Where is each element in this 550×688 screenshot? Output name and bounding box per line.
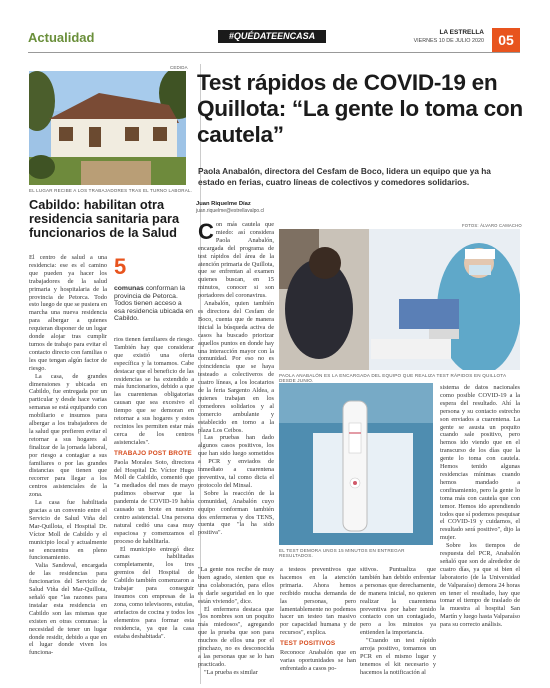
hashtag-banner: [218, 30, 326, 43]
test-strip-photo: [279, 383, 433, 545]
section-label: Actualidad: [28, 30, 95, 45]
main-article-col2: [198, 566, 274, 686]
house-photo: [29, 71, 186, 185]
drop-cap: C: [198, 221, 214, 244]
main-col1-p1: [198, 221, 274, 300]
side-article-col2: [114, 336, 194, 686]
main-col2-p3: "La prueba es similar: [204, 668, 258, 676]
photo2-caption: EL TEST DEMORA UNOS 15 MINUTOS EN ENTREGAR RESULTADOS.: [279, 548, 405, 558]
main-article-lead: Paola Anabalón, directora del Cesfam de Boco, lidera un equipo que ya ha estado en ferias, cuatro líneas de colectivos y comedores solidarios.: [198, 166, 491, 187]
main-article-col1: [198, 221, 274, 561]
callout-text: [114, 285, 194, 323]
main-col2-p2: El enfermera destaca que "los nombres son un poquito más miedosos", agregando que la prueba que son para muchos de ellos una por el pinchazo, no es desconocida a las personas que se lo han practicado.: [198, 605, 274, 668]
side-article-col1: [29, 254, 107, 686]
main-col3-subhead: TEST POSITIVOS: [280, 640, 336, 648]
main-col5-p2: Sobre los tiempos de respuesta del PCR, Anabalón señaló que son de alrededor de cuatro días, ya que si bien el laboratorio (de la Universidad de Valparaíso) demora 24 horas en tener el resultado, hay que tomar el tiempo de traslado de la muestra al hospital San Martín y luego hasta Valparaíso para su correcto análisis.: [440, 542, 520, 629]
main-article-col4: [360, 566, 436, 686]
left-photo-caption: EL LUGAR RECIBE A LOS TRABAJADORES TRAS EL TURNO LABORAL.: [29, 188, 193, 193]
main-article-col3: [280, 566, 356, 686]
left-photo-credit: CEDIDA: [170, 65, 188, 70]
main-col2-p1: "La gente nos recibe de muy buen agrado, sienten que es una colaboración, para ellos es darle seguridad en lo que están viviendo", dice.: [198, 566, 274, 605]
paper-name: LA ESTRELLA: [439, 29, 484, 36]
side-col1-p3: La casa fue habilitada gracias a un convenio entre el Servicio de Salud Viña del Mar-Quillota, el Hospital Dr. Víctor Moll de Cabildo y el municipio local y actualmente se encuentra en pleno funcionamiento.: [29, 499, 107, 562]
callout-number: 5: [114, 254, 127, 279]
main-article-title: Test rápidos de COVID-19 en Quillota: “La gente lo toma con cautela”: [197, 70, 523, 147]
testing-photo: [279, 229, 520, 370]
main-col1-p3: Las pruebas han dado algunos casos positivos, los que han sido luego sometidos a PCR y enviados de inmediato a cuarentena preventiva, tal como dicta el protocolo del Minsal.: [198, 434, 274, 489]
side-col1-p1: El centro de salud a una residencia: ese es el camino que pueden ya hacer los trabajadores de la salud primaria y hospitalaria de la provincia de Petorca. Todo esto luego de que se pusiera en marcha una nueva residencia para albergar a quienes requieran disponer de un lugar donde alojar tras cumplir turnos de trabajo para evitar el contacto directo con familias o les que tengan algún factor de riesgo.: [29, 254, 107, 372]
house-image: [29, 71, 186, 185]
test-strip-image: [279, 383, 433, 545]
callout-body: conforman la provincia de Petorca. Todos tienen acceso a esa residencia ubicada en Cabildo.: [114, 285, 193, 323]
hashtag-text: #QUÉDATEENCASA: [228, 31, 316, 41]
side-col2-p1: rios tienen familiares de riesgo. También hay que considerar que existió una oferta específica y la tomamos. Cabe destacar que el beneficio de las residencias se ha extendido a más funcionarios, debido a que las cuarentenas obligatorias causan que sea excesivo el tiempo que se demoran en retornar a sus hogares y estos recintos les permiten estar más cerca de los centros asistenciales".: [114, 336, 194, 446]
main-col1-p4: Sobre la reacción de la comunidad, Anabalón cuyo equipo conforman también dos enfermeras y dos TENS, cuenta que "la ha sido positiva".: [198, 489, 274, 537]
author-name: Juan Riquelme Díaz: [196, 201, 251, 207]
side-col2-subhead: TRABAJO POST BROTE: [114, 449, 192, 457]
callout-bold: comunas: [114, 285, 144, 292]
side-col1-p2: La casa, de grandes dimensiones y ubicada en Cabildo, fue entregada por un particular y desde hace varias semanas se está equipando con mobiliario e insumos para albergar a los trabajadores de la salud que prefieren evitar el retornar a sus hogares al finalizar de la jornada laboral, por riesgo a contagiar a sus familiares o por las grandes distancias que tienen que recorrer para llegar a los centros asistenciales de la zona.: [29, 372, 107, 499]
main-col3-p1: a testeos preventivos que hacemos en la atención primaria. Ahora hemos recibido mucha demanda de las personas, pero lamentablemente no podemos hacer un testeo tan masivo por capacidad humana y de recursos", explica.: [280, 566, 356, 637]
side-article-title: Cabildo: habilitan otra residencia sanitaria para funcionarios de la Salud: [29, 197, 180, 240]
photo1-credit: FOTOS: ÁLVARO CAMACHO: [462, 223, 522, 228]
main-col1-lead-text: on más cautela que miedo: así considera Paola Anabalón, encargada del programa de test rápidos del área de la atención primaria de Quillota, que se enfrentan al examen quienes buscan, en 15 minutos, conocer si son portadores del coronavirus.: [198, 221, 274, 300]
side-col2-p3: El municipio entregó diez camas habilitadas completamente, los tres gremios del Hospital de Cabildo también comenzaron a trabajar para conseguir insumos con empresas de la zona, como televisores, estufas, artefactos de cocina y todos los elementos para formar esta residencia, ya que la casa estaba deshabitada".: [114, 545, 194, 640]
side-col2-p2: Paola Morales Soto, directora del Hospital Dr. Víctor Hugo Moll de Cabildo, comentó que "a mediados del mes de mayo pudimos observar que la pandemia de COVID-19 había causado un brote en nuestro centro asistencial. Una persona natural cedió una casa muy espaciosa y comenzamos el proceso de habilitarla.: [114, 458, 194, 545]
main-col1-p2: Anabalón, quien también es directora del Cesfam de Boco, cuenta que de manera inicial la búsqueda activa de casos ha buscado priorizar aquellos puntos en donde hay una interacción mayor con la comunidad. Por eso no es coincidencia que se haya testeado a colectiveros de cuatro líneas, a los locatarios de la feria Sargento Aldea, a quienes trabajan en los comedores solidarios y al comercio ambulante y establecido en torno a la plaza Los Ceibos.: [198, 300, 274, 434]
main-col5-p1: sistema de datos nacionales como posible COVID-19 a la espera del resultado. Ahí la persona y su contacto estrecho son enviados a cuarentena. La gente se asusta un poquito cuando sale positivo, pero hemos ido viendo que en el transcurso de los días que la gente lo toma con cautela. Hemos tenido algunas residencias mínimas cuando hemos mandado a confinamiento, pero la gente lo toma más con cautela que con temor. Hemos ido aprendiendo todos que sí podemos pesquisar el COVID-19 y cuidarnos, el resultado será positivo", dijo la mujer.: [440, 384, 520, 542]
testing-image: [279, 229, 520, 370]
issue-date: VIERNES 10 DE JULIO 2020: [413, 38, 484, 44]
side-col1-p4: Valia Sandoval, encargada de las residencias para funcionarios del Servicio de Salud Viña del Mar-Quillota, señaló que "las razones para instalar esta residencia en Cabildo son las mismas que existen en otras comunas: la necesidad de tener un lugar donde residir, debido a que en el lugar donde viven los funciona-: [29, 562, 107, 657]
main-col4-p2: "Cuando un test rápido arroja positivo, tomamos un PCR en el mismo lugar y tenemos el kit necesario y hacemos la notificación al: [360, 637, 436, 676]
author-email: juan.riquelme@estrellavalpo.cl: [196, 208, 265, 214]
photo1-caption: PAOLA ANABALÓN ES LA ENCARGADA DEL EQUIPO QUE REALIZA TEST RÁPIDOS EN QUILLOTA DESDE JUNIO.: [279, 373, 506, 383]
page-number: 05: [492, 28, 520, 52]
main-article-col5: [440, 384, 520, 686]
main-col3-p2: Reconoce Anabalón que en varias oportunidades se han enfrentado a casos po-: [280, 649, 356, 672]
header-rule: [28, 52, 520, 53]
main-col4-p1: sitivos. Puntualiza que también han debido enfrentar a personas que derechamente, de manera inicial, no quieren realizar la cuarentena preventiva por haber tenido contacto con un contagiado, pero a los minutos ya entienden la importancia.: [360, 566, 436, 637]
